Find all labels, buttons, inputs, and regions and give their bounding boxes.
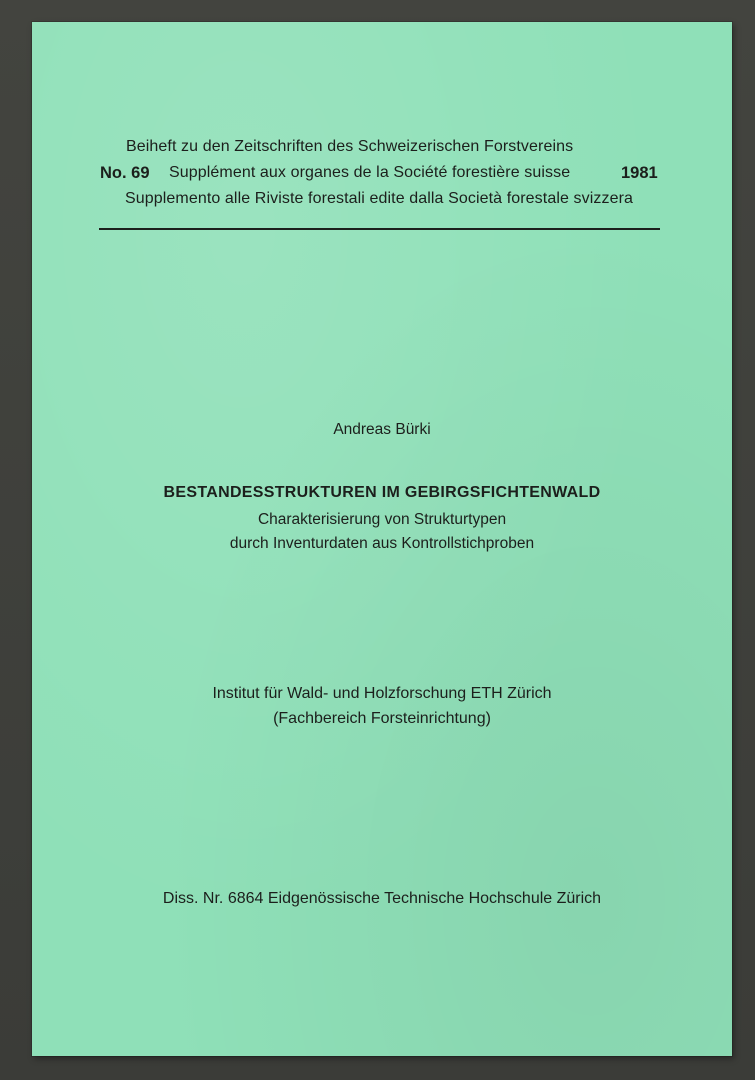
series-line-french: Supplément aux organes de la Société forestière suisse (169, 164, 571, 181)
subtitle-line-1: Charakterisierung von Strukturtypen (257, 511, 507, 528)
dissertation-note: Diss. Nr. 6864 Eidgenössische Technische Hochschule Zürich (162, 890, 602, 907)
header-divider (99, 228, 660, 230)
institute-line-1: Institut für Wald- und Holzforschung ETH Zürich (212, 685, 552, 702)
series-number: No. 69 (100, 164, 150, 182)
publication-year: 1981 (621, 164, 658, 182)
series-line-german: Beiheft zu den Zeitschriften des Schweizerischen Forstvereins (126, 138, 574, 155)
institute-line-2: (Fachbereich Forsteinrichtung) (273, 710, 491, 727)
subtitle-line-2: durch Inventurdaten aus Kontrollstichproben (229, 535, 535, 552)
book-cover (32, 22, 732, 1056)
series-line-italian: Supplemento alle Riviste forestali edite dalla Società forestale svizzera (125, 190, 634, 207)
book-title: BESTANDESSTRUKTUREN IM GEBIRGSFICHTENWALD (163, 484, 601, 501)
author-name: Andreas Bürki (333, 421, 431, 438)
